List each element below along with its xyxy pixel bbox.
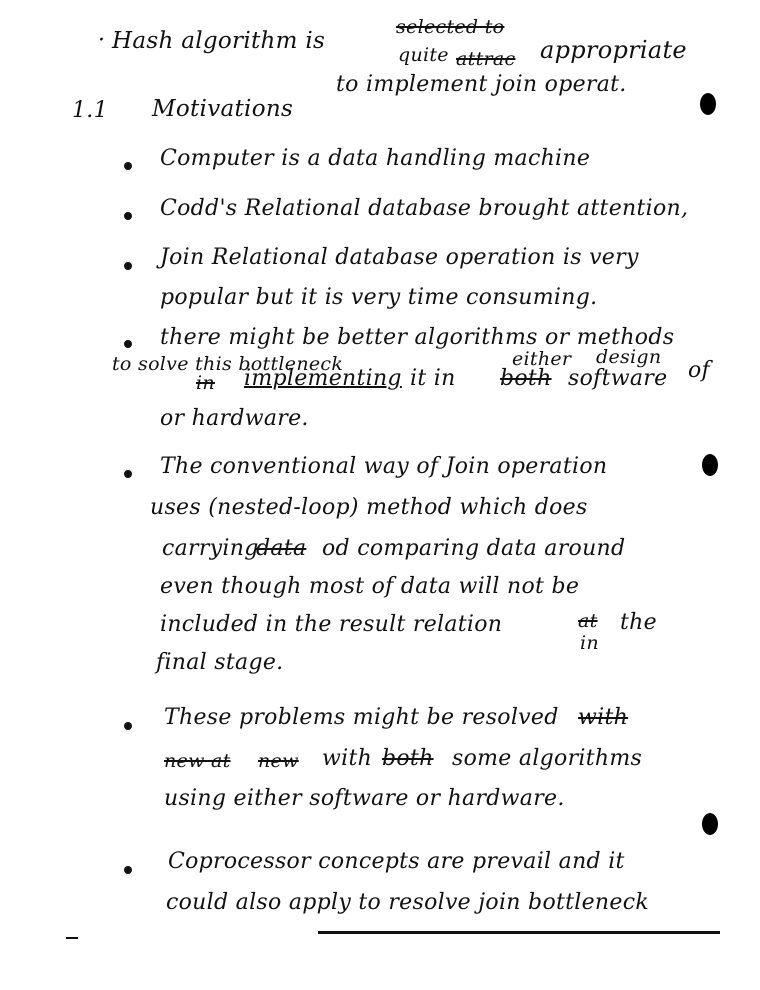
bullet-1-line-1: Computer is a data handling machine [160,146,591,171]
bullet-6-with: with [322,746,373,771]
bullet-5-line-5-the: the [620,610,657,635]
bullet-dot-1 [124,162,132,170]
bullet-dot-6 [124,722,132,730]
bullet-6-struck-with: with [578,705,629,730]
bullet-5-line-6: final stage. [156,650,284,675]
bullet-4-implementing: implementing [244,366,402,391]
header-dot: · [98,28,106,53]
header-line-2: to implement join operat. [336,72,627,97]
bullet-3-line-1: Join Relational database operation is very [160,245,639,270]
header-line-1: Hash algorithm is [112,28,326,54]
section-title: Motivations [152,96,294,122]
bullet-4-software: software [568,366,668,391]
section-number: 1.1 [72,98,108,123]
bullet-4-struck-in: in [196,372,215,394]
bullet-6-line-3: using either software or hardware. [164,786,565,811]
bullet-6-struck-new-at: new at [164,750,231,772]
bullet-3-line-2: popular but it is very time consuming. [160,285,598,310]
header-appropriate: appropriate [540,36,687,64]
scan-bottom-rule [318,931,720,934]
bullet-dot-5 [124,470,132,478]
bullet-4-either: either [512,348,572,370]
punch-hole-top [700,93,716,115]
bullet-7-line-2: could also apply to resolve join bottleneck [166,890,649,915]
bullet-4-of: of [688,358,710,383]
bullet-4-struck-both: both [500,366,552,391]
bullet-5-struck-at: at [578,610,598,632]
bullet-5-line-3: od comparing data around [322,536,626,561]
bullet-dot-7 [124,866,132,874]
bullet-dot-4 [124,340,132,348]
bullet-5-line-1: The conventional way of Join operation [160,454,608,479]
bullet-4-prefix: to solve this bottleneck [112,353,344,375]
header-quite: quite [398,44,449,66]
bullet-5-carrying: carrying [162,536,259,561]
bullet-7-line-1: Coprocessor concepts are prevail and it [168,849,625,874]
bullet-6-struck-both: both [382,746,434,771]
header-struck-attrac: attrac [456,48,516,70]
punch-hole-middle [702,454,718,476]
bullet-5-struck-data: data [256,536,307,561]
header-struck-selected: selected to [396,16,505,38]
bullet-4-design: design [596,346,662,368]
scan-left-tick [66,937,78,939]
bullet-5-line-5: included in the result relation [160,612,503,637]
bullet-dot-3 [124,262,132,270]
bullet-4-line-3: or hardware. [160,406,309,431]
bullet-5-line-2: uses (nested-loop) method which does [150,495,588,520]
bullet-2-line-1: Codd's Relational database brought attention, [160,196,689,221]
bullet-6-line-2: some algorithms [452,746,643,771]
bullet-4-line-1: there might be better algorithms or methods [160,325,675,350]
punch-hole-bottom [702,813,718,835]
bullet-6-struck-new: new [258,750,299,772]
bullet-5-in: in [580,632,599,654]
bullet-4-it-in: it in [410,366,456,391]
bullet-5-line-4: even though most of data will not be [160,574,580,599]
bullet-dot-2 [124,212,132,220]
bullet-6-line-1: These problems might be resolved [164,705,559,730]
